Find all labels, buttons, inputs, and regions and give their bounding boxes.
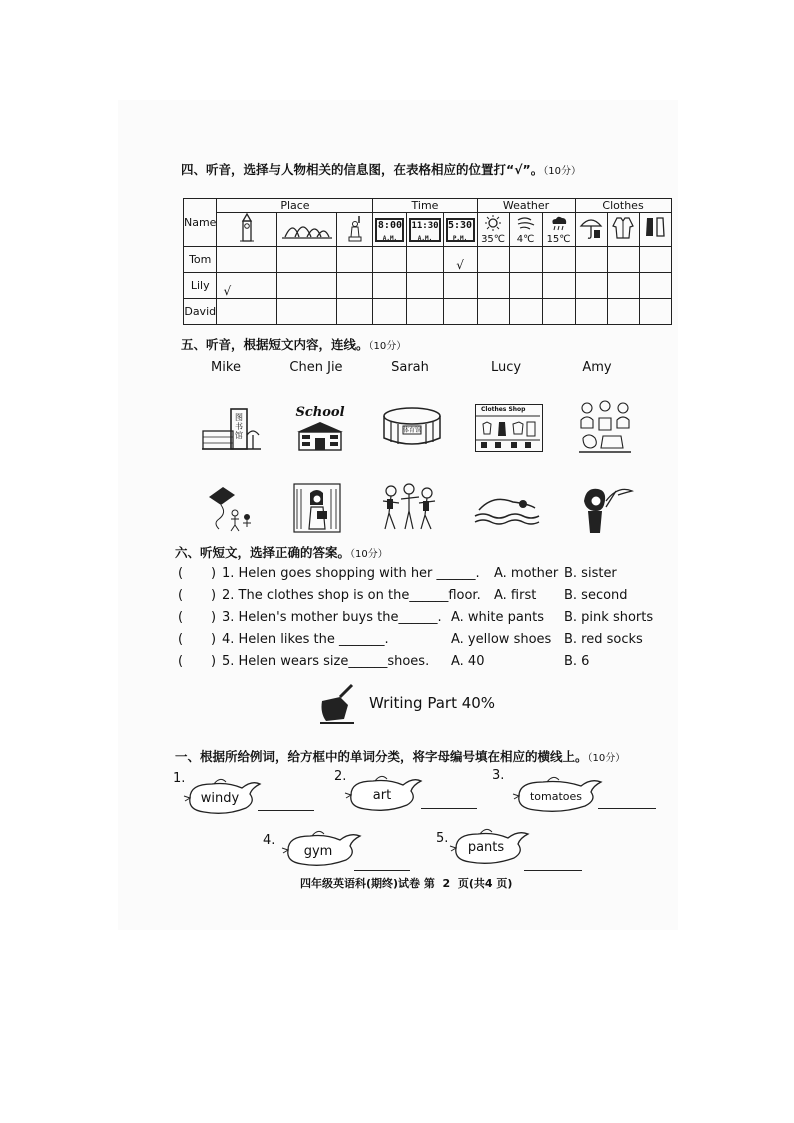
answer-cell[interactable]: [277, 299, 337, 325]
group-label-weather: Weather: [502, 199, 550, 212]
item-number: 2.: [334, 769, 347, 784]
answer-line[interactable]: [354, 870, 410, 871]
time-suffix: A.M.: [382, 234, 398, 242]
answer-cell[interactable]: [337, 299, 373, 325]
library-icon: [201, 405, 263, 453]
time-value: 8:00: [377, 219, 402, 231]
answer-cell[interactable]: [407, 273, 443, 299]
group-header-weather: [477, 199, 575, 213]
sun-icon: [482, 215, 504, 231]
answer-cell[interactable]: [477, 247, 509, 273]
bird-word: pants: [467, 840, 505, 855]
opera-house-icon: [279, 213, 335, 243]
gym-picture[interactable]: [381, 404, 443, 454]
person-name-mike: Mike: [211, 360, 241, 375]
group-header-clothes: [575, 199, 671, 213]
section-w1-title-text: 一、根据所给例词，给方框中的单词分类，将字母编号填在相应的横线上。: [175, 749, 588, 764]
answer-cell[interactable]: [639, 299, 671, 325]
item-number: 3.: [492, 768, 505, 783]
section4-points: （10分）: [543, 166, 582, 177]
option-b[interactable]: B. sister: [564, 566, 617, 581]
temp-label: 4℃: [516, 233, 535, 245]
section5-title-text: 五、听音，根据短文内容，连线。: [181, 337, 369, 352]
answer-cell[interactable]: [639, 273, 671, 299]
tower-icon: [232, 213, 262, 243]
answer-paren-close[interactable]: ): [211, 566, 217, 581]
question-row: [178, 588, 658, 608]
person-name-lucy: Lucy: [490, 360, 522, 375]
writing-title: Writing Part 40%: [369, 694, 496, 712]
flying-kite-picture[interactable]: [201, 483, 259, 533]
place-icon-cell: [337, 213, 373, 247]
place-icon-cell: [217, 213, 277, 247]
option-a[interactable]: A. white pants: [451, 610, 544, 625]
swimmer-icon: [473, 488, 541, 528]
bird-word: windy: [200, 791, 240, 806]
word-bird: [511, 774, 603, 816]
question-text: 5. Helen wears size______shoes.: [222, 654, 430, 669]
place-icon-cell: [277, 213, 337, 247]
option-b[interactable]: B. second: [564, 588, 628, 603]
answer-cell[interactable]: [337, 273, 373, 299]
person-name-sarah: Sarah: [391, 360, 429, 375]
tick-mark: √: [456, 258, 464, 272]
time-suffix: P.M.: [452, 234, 468, 242]
answer-paren-close[interactable]: ): [211, 588, 217, 603]
question-text: 2. The clothes shop is on the______floor.: [222, 588, 481, 603]
row-name: Tom: [184, 247, 217, 273]
library-picture[interactable]: [201, 405, 263, 453]
answer-cell[interactable]: [373, 299, 407, 325]
temp-label: 15℃: [546, 233, 571, 245]
weather-cell-3: [542, 213, 575, 247]
section5-title: [181, 335, 406, 353]
shop-sign: Clothes Shop: [481, 406, 526, 413]
option-b[interactable]: B. red socks: [564, 632, 643, 647]
word-bird: [280, 828, 362, 870]
table-row: [184, 273, 672, 299]
answer-cell[interactable]: [217, 299, 277, 325]
answer-line[interactable]: [598, 808, 656, 809]
kite-icon: [201, 483, 259, 533]
answer-line[interactable]: [258, 810, 314, 811]
farm-picture[interactable]: [577, 400, 633, 456]
question-text: 1. Helen goes shopping with her ______.: [222, 566, 480, 581]
page-footer: 四年级英语科(期终)试卷 第 2 页(共4 页): [300, 877, 513, 890]
section6-points: （10分）: [350, 549, 388, 560]
answer-cell[interactable]: [542, 247, 575, 273]
answer-cell[interactable]: [542, 273, 575, 299]
answer-cell[interactable]: [575, 273, 607, 299]
group-label-time: Time: [411, 199, 439, 212]
girl-with-umbrella-icon: [578, 481, 634, 535]
question-text: 4. Helen likes the _______.: [222, 632, 389, 647]
clothes-shop-picture[interactable]: [475, 404, 543, 454]
answer-cell[interactable]: [217, 273, 277, 299]
clock-icon: [375, 218, 404, 242]
time-value: 5:30: [448, 219, 473, 231]
table-row: [184, 247, 672, 273]
bird-word: art: [372, 788, 392, 803]
row-name: David: [184, 299, 217, 325]
children-dancing-icon: [379, 481, 439, 535]
answer-cell[interactable]: [607, 247, 639, 273]
section6-title-text: 六、听短文，选择正确的答案。: [175, 545, 351, 560]
answer-cell[interactable]: [575, 247, 607, 273]
person-name-amy: Amy: [582, 360, 612, 375]
farm-icon: [577, 400, 633, 456]
option-b[interactable]: B. 6: [564, 654, 590, 669]
weather-cell-1: [477, 213, 509, 247]
word-bird: [448, 826, 530, 868]
answer-cell[interactable]: [575, 299, 607, 325]
option-a[interactable]: A. first: [494, 588, 537, 603]
info-table: [183, 198, 672, 325]
option-a[interactable]: A. mother: [494, 566, 559, 581]
umbrella-icon: [578, 214, 604, 242]
answer-cell[interactable]: [607, 273, 639, 299]
answer-cell[interactable]: [407, 247, 443, 273]
item-number: 4.: [263, 833, 276, 848]
answer-cell[interactable]: [509, 273, 542, 299]
answer-cell[interactable]: [277, 247, 337, 273]
answer-paren-open[interactable]: (: [178, 588, 184, 603]
clock-icon: [446, 218, 475, 242]
school-picture[interactable]: [293, 405, 347, 453]
group-header-place: [217, 199, 373, 213]
section-w1-points: （10分）: [587, 753, 626, 764]
section6-title: [175, 543, 388, 561]
clothes-cell-2: [607, 213, 639, 247]
answer-paren-close[interactable]: ): [211, 610, 217, 625]
word-bird: [182, 776, 262, 818]
answer-paren-open[interactable]: (: [178, 654, 184, 669]
group-label-clothes: Clothes: [602, 199, 644, 212]
option-a[interactable]: A. 40: [451, 654, 485, 669]
tick-mark: √: [223, 284, 232, 298]
answer-cell[interactable]: [407, 299, 443, 325]
row-name: Lily: [184, 273, 217, 299]
question-row: [178, 566, 658, 586]
answer-paren-open[interactable]: (: [178, 610, 184, 625]
answer-paren-open[interactable]: (: [178, 566, 184, 581]
bird-word: tomatoes: [529, 790, 583, 803]
group-header-time: [373, 199, 477, 213]
dancing-picture[interactable]: [379, 481, 439, 535]
answer-cell[interactable]: [443, 247, 477, 273]
swimming-picture[interactable]: [473, 488, 541, 528]
reading-picture[interactable]: [293, 483, 341, 533]
question-text: 3. Helen's mother buys the______.: [222, 610, 442, 625]
section4-title-text: 四、听音，选择与人物相关的信息图，在表格相应的位置打“√”。: [181, 162, 544, 177]
answer-cell[interactable]: [277, 273, 337, 299]
school-sign: School: [295, 405, 345, 420]
answer-cell[interactable]: [337, 247, 373, 273]
section4-title: [181, 160, 581, 178]
item-number: 5.: [436, 831, 449, 846]
answer-cell[interactable]: [509, 247, 542, 273]
bird-word: gym: [303, 844, 333, 859]
time-cell-1: [373, 213, 407, 247]
answer-cell[interactable]: [373, 247, 407, 273]
question-row: [178, 610, 658, 630]
answer-cell[interactable]: [443, 273, 477, 299]
question-row: [178, 632, 658, 652]
temp-label: 35℃: [481, 233, 506, 245]
option-a[interactable]: A. yellow shoes: [451, 632, 552, 647]
name-header-label: Name: [184, 216, 217, 229]
answer-cell[interactable]: [477, 273, 509, 299]
clothes-cell-3: [639, 213, 671, 247]
answer-cell[interactable]: [607, 299, 639, 325]
answer-cell[interactable]: [443, 299, 477, 325]
time-cell-2: [407, 213, 443, 247]
answer-cell[interactable]: [639, 247, 671, 273]
girl-reading-icon: [293, 483, 341, 533]
gym-sign: 体育馆: [403, 427, 422, 434]
statue-icon: [340, 213, 370, 243]
time-cell-3: [443, 213, 477, 247]
answer-cell[interactable]: [373, 273, 407, 299]
answer-cell[interactable]: [477, 299, 509, 325]
item-number: 1.: [173, 771, 186, 786]
writing-hand-icon: [318, 683, 358, 725]
coat-icon: [610, 214, 636, 242]
option-b[interactable]: B. pink shorts: [564, 610, 654, 625]
answer-cell[interactable]: [542, 299, 575, 325]
painting-picture[interactable]: [578, 481, 634, 535]
library-sign: 图书馆: [235, 413, 243, 440]
name-header: [184, 199, 217, 247]
question-row: [178, 654, 658, 674]
time-suffix: A.M.: [417, 234, 433, 242]
clothes-cell-1: [575, 213, 607, 247]
school-building-icon: [293, 420, 347, 452]
answer-cell[interactable]: [217, 247, 277, 273]
section5-points: （10分）: [368, 341, 407, 352]
word-bird: [343, 773, 423, 815]
table-row: [184, 299, 672, 325]
rain-cloud-icon: [548, 215, 570, 231]
group-label-place: Place: [280, 199, 310, 212]
boots-icon: [642, 214, 668, 242]
answer-paren-open[interactable]: (: [178, 632, 184, 647]
section-w1-title: [175, 747, 625, 765]
hand-pen-icon: [318, 683, 358, 725]
answer-cell[interactable]: [509, 299, 542, 325]
answer-paren-close[interactable]: ): [211, 654, 217, 669]
time-value: 11:30: [411, 220, 439, 231]
person-name-chen-jie: Chen Jie: [289, 360, 343, 375]
answer-line[interactable]: [524, 870, 582, 871]
weather-cell-2: [509, 213, 542, 247]
wind-icon: [515, 215, 537, 231]
shop-interior-icon: [475, 404, 541, 454]
clock-icon: [409, 218, 440, 242]
answer-paren-close[interactable]: ): [211, 632, 217, 647]
answer-line[interactable]: [421, 808, 477, 809]
